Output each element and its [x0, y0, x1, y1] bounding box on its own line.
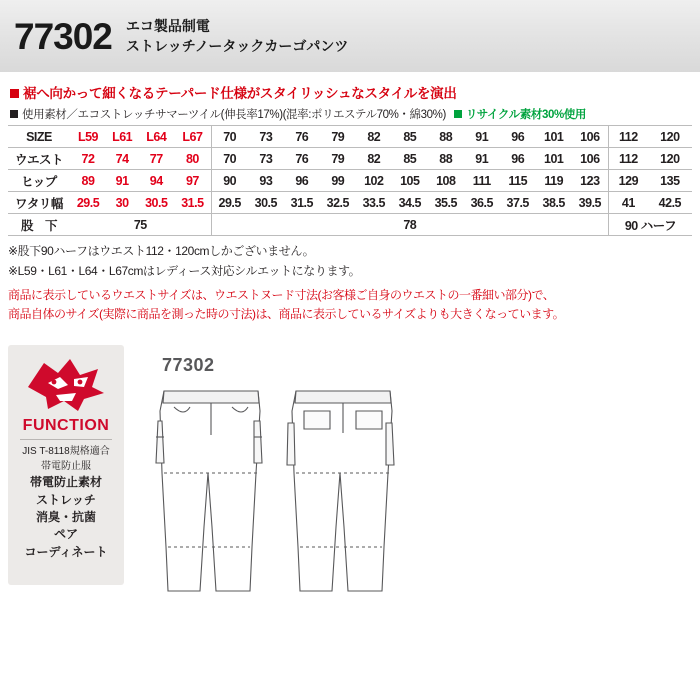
- value-cell: 30.5: [248, 192, 284, 214]
- value-cell: 105: [392, 170, 428, 192]
- value-cell: 29.5: [70, 192, 106, 214]
- value-cell: 77: [138, 148, 174, 170]
- value-cell: 38.5: [536, 192, 572, 214]
- value-cell: 90: [211, 170, 248, 192]
- value-cell: 88: [428, 148, 464, 170]
- value-cell: 76: [284, 148, 320, 170]
- pants-back-illustration: [287, 391, 394, 591]
- product-code: 77302: [14, 15, 112, 57]
- value-cell: 96: [284, 170, 320, 192]
- value-cell: 82: [356, 148, 392, 170]
- wolf-head-icon: [18, 353, 114, 415]
- value-cell-merged: 90 ハーフ: [609, 214, 693, 236]
- illustration-product-code: 77302: [162, 355, 215, 376]
- waist-measure-notice-line1: 商品に表示しているウエストサイズは、ウエストヌード寸法(お客様ご自身のウエストの一番細い部分)で、: [8, 288, 555, 302]
- product-subtitle: エコ製品制電: [125, 17, 210, 34]
- value-cell: 79: [320, 148, 356, 170]
- function-item-antistatic-wear: 帯電防止服: [41, 460, 91, 472]
- mens-size-cell: 82: [356, 126, 392, 148]
- big-size-cell: 112: [609, 126, 648, 148]
- material-line: [10, 106, 700, 122]
- value-cell: 96: [500, 148, 536, 170]
- table-row: [8, 148, 692, 170]
- value-cell: 70: [211, 148, 248, 170]
- value-cell: 30.5: [138, 192, 174, 214]
- value-cell: 94: [138, 170, 174, 192]
- mens-size-cell: 70: [211, 126, 248, 148]
- value-cell: 106: [572, 148, 609, 170]
- note-ladies-silhouette: ※L59・L61・L64・L67cmはレディース対応シルエットになります。: [8, 264, 361, 278]
- ladies-size-cell: L64: [138, 126, 174, 148]
- value-cell: 42.5: [648, 192, 692, 214]
- function-item-deodorant: 消臭・抗菌: [35, 509, 96, 524]
- function-item-stretch: ストレッチ: [36, 492, 96, 507]
- row-label: ワタリ幅: [8, 192, 70, 214]
- bullet-square-icon: [10, 110, 18, 118]
- table-row: [8, 170, 692, 192]
- ladies-size-cell: L67: [174, 126, 211, 148]
- row-label: ヒップ: [8, 170, 70, 192]
- size-table: [8, 125, 692, 236]
- function-item-jis: JIS T-8118規格適合: [22, 446, 110, 458]
- mens-size-cell: 76: [284, 126, 320, 148]
- value-cell: 31.5: [174, 192, 211, 214]
- value-cell: 91: [464, 148, 500, 170]
- function-item-pair: ペア: [53, 527, 78, 542]
- value-cell: 34.5: [392, 192, 428, 214]
- page-header: [0, 0, 700, 73]
- value-cell: 80: [174, 148, 211, 170]
- size-header-label: SIZE: [8, 126, 70, 148]
- value-cell-merged: 78: [211, 214, 608, 236]
- row-label: 股 下: [8, 214, 70, 236]
- eco-square-icon: [454, 110, 462, 118]
- function-panel: [8, 345, 124, 585]
- function-title: FUNCTION: [22, 417, 110, 435]
- value-cell: 39.5: [572, 192, 609, 214]
- value-cell: 93: [248, 170, 284, 192]
- mens-size-cell: 101: [536, 126, 572, 148]
- value-cell: 35.5: [428, 192, 464, 214]
- big-size-cell: 120: [648, 126, 692, 148]
- value-cell: 129: [609, 170, 648, 192]
- value-cell: 36.5: [464, 192, 500, 214]
- material-text: 使用素材／エコストレッチサマーツイル(伸長率17%)(混率:ポリエステル70%・綿30%): [22, 109, 446, 121]
- value-cell: 112: [609, 148, 648, 170]
- waist-measure-notice: [8, 286, 700, 323]
- function-divider: [20, 439, 112, 440]
- value-cell: 29.5: [211, 192, 248, 214]
- note-half-inseam: ※股下90ハーフはウエスト112・120cmしかございません。: [8, 244, 315, 258]
- value-cell: 74: [106, 148, 138, 170]
- mens-size-cell: 88: [428, 126, 464, 148]
- mens-size-cell: 106: [572, 126, 609, 148]
- value-cell: 37.5: [500, 192, 536, 214]
- table-row: [8, 192, 692, 214]
- mens-size-cell: 96: [500, 126, 536, 148]
- mens-size-cell: 73: [248, 126, 284, 148]
- value-cell: 108: [428, 170, 464, 192]
- table-row: [8, 214, 692, 236]
- product-titles: [126, 16, 348, 57]
- value-cell: 119: [536, 170, 572, 192]
- value-cell: 32.5: [320, 192, 356, 214]
- ladies-size-cell: L59: [70, 126, 106, 148]
- pants-illustrations: [150, 377, 410, 612]
- value-cell: 73: [248, 148, 284, 170]
- value-cell: 102: [356, 170, 392, 192]
- value-cell: 97: [174, 170, 211, 192]
- value-cell: 33.5: [356, 192, 392, 214]
- value-cell: 31.5: [284, 192, 320, 214]
- value-cell: 111: [464, 170, 500, 192]
- mens-size-cell: 85: [392, 126, 428, 148]
- mens-size-cell: 91: [464, 126, 500, 148]
- value-cell: 30: [106, 192, 138, 214]
- value-cell: 89: [70, 170, 106, 192]
- value-cell: 115: [500, 170, 536, 192]
- product-name: ストレッチノータックカーゴパンツ: [125, 38, 349, 54]
- value-cell: 99: [320, 170, 356, 192]
- table-row-header: [8, 126, 692, 148]
- value-cell: 120: [648, 148, 692, 170]
- value-cell: 72: [70, 148, 106, 170]
- eco-text: リサイクル素材30%使用: [465, 109, 586, 121]
- ladies-size-cell: L61: [106, 126, 138, 148]
- catch-copy: [10, 82, 700, 102]
- catch-copy-text: 裾へ向かって細くなるテーパード仕様がスタイリッシュなスタイルを演出: [23, 86, 457, 101]
- function-item-antistatic-material: 帯電防止素材: [29, 475, 102, 490]
- value-cell: 101: [536, 148, 572, 170]
- bullet-square-icon: [10, 89, 19, 98]
- value-cell: 85: [392, 148, 428, 170]
- row-label: ウエスト: [8, 148, 70, 170]
- pants-front-illustration: [156, 391, 262, 591]
- value-cell: 123: [572, 170, 609, 192]
- mens-size-cell: 79: [320, 126, 356, 148]
- function-item-coordinate: コーディネート: [24, 544, 108, 559]
- value-cell: 91: [106, 170, 138, 192]
- value-cell: 41: [609, 192, 648, 214]
- value-cell-merged: 75: [70, 214, 211, 236]
- value-cell: 135: [648, 170, 692, 192]
- eco-badge: [454, 106, 586, 122]
- waist-measure-notice-line2: 商品自体のサイズ(実際に商品を測った時の寸法)は、商品に表示しているサイズよりも大きくなっています。: [8, 306, 565, 321]
- lower-section: [0, 335, 700, 635]
